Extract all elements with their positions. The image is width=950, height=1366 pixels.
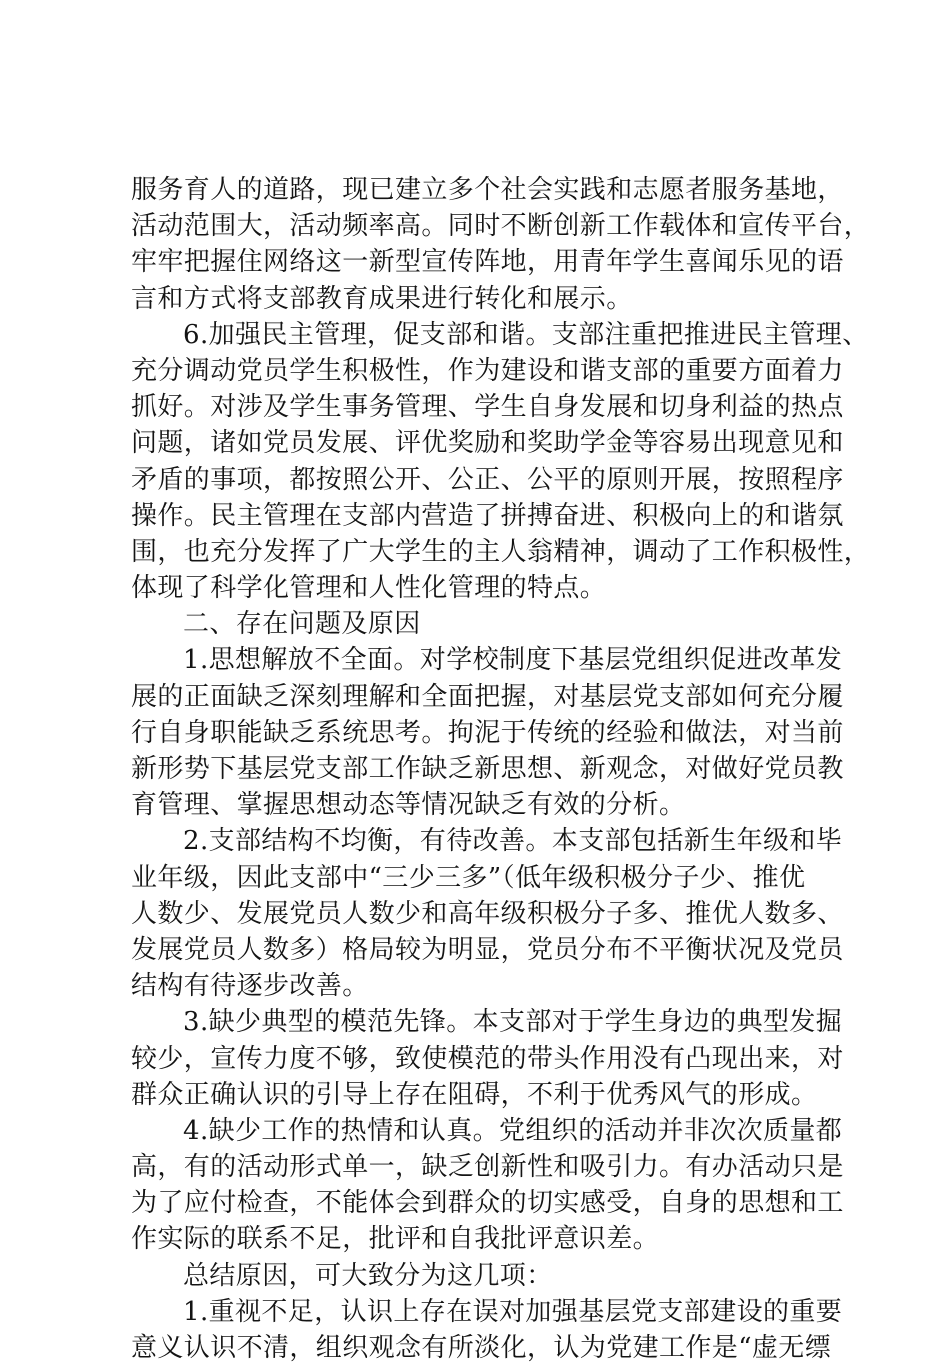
text-line: 服务育人的道路，现已建立多个社会实践和志愿者服务基地， [131, 175, 844, 205]
text-line: 群众正确认识的引导上存在阻碍，不利于优秀风气的形成。 [131, 1079, 818, 1110]
text-line: 体现了科学化管理和人性化管理的特点。 [131, 573, 607, 604]
paragraph-first-line: 6.加强民主管理，促支部和谐。支部注重把推进民主管理、 [183, 319, 869, 350]
paragraph-first-line: 二、存在问题及原因 [183, 609, 421, 640]
paragraph-first-line: 总结原因，可大致分为这几项： [183, 1260, 553, 1291]
paragraph-first-line: 1.思想解放不全面。对学校制度下基层党组织促进改革发 [183, 645, 843, 676]
text-line: 业年级，因此支部中“三少三多”（低年级积极分子少、推优 [131, 862, 806, 893]
text-line: 作实际的联系不足，批评和自我批评意识差。 [131, 1224, 660, 1255]
text-line: 牢牢把握住网络这一新型宣传阵地，用青年学生喜闻乐见的语 [131, 247, 844, 278]
text-line: 言和方式将支部教育成果进行转化和展示。 [131, 283, 633, 314]
text-line: 较少，宣传力度不够，致使模范的带头作用没有凸现出来，对 [131, 1043, 844, 1074]
text-line: 人数少、发展党员人数少和高年级积极分子多、推优人数多、 [131, 898, 844, 929]
text-line: 抓好。对涉及学生事务管理、学生自身发展和切身利益的热点 [131, 392, 844, 423]
text-line: 围，也充分发挥了广大学生的主人翁精神，调动了工作积极性， [131, 536, 871, 567]
text-line: 育管理、掌握思想动态等情况缺乏有效的分析。 [131, 790, 686, 821]
text-line: 行自身职能缺乏系统思考。拘泥于传统的经验和做法，对当前 [131, 717, 844, 748]
text-line: 操作。民主管理在支部内营造了拼搏奋进、积极向上的和谐氛 [131, 500, 844, 531]
text-line: 活动范围大，活动频率高。同时不断创新工作载体和宣传平台， [131, 211, 871, 242]
text-line: 结构有待逐步改善。 [131, 971, 369, 1002]
paragraph-first-line: 2.支部结构不均衡，有待改善。本支部包括新生年级和毕 [183, 826, 843, 857]
text-line: 展的正面缺乏深刻理解和全面把握，对基层党支部如何充分履 [131, 681, 844, 712]
text-line: 意义认识不清，组织观念有所淡化，认为党建工作是“虚无缥 [131, 1333, 832, 1363]
text-line: 问题，诸如党员发展、评优奖励和奖助学金等容易出现意见和 [131, 428, 844, 459]
text-line: 新形势下基层党支部工作缺乏新思想、新观念，对做好党员教 [131, 754, 844, 784]
text-line: 发展党员人数多）格局较为明显，党员分布不平衡状况及党员 [131, 934, 844, 965]
text-line: 充分调动党员学生积极性，作为建设和谐支部的重要方面着力 [131, 355, 844, 386]
paragraph-first-line: 3.缺少典型的模范先锋。本支部对于学生身边的典型发掘 [183, 1007, 843, 1038]
paragraph-first-line: 4.缺少工作的热情和认真。党组织的活动并非次次质量都 [183, 1115, 843, 1146]
document-body [131, 172, 871, 1366]
text-line: 为了应付检查，不能体会到群众的切实感受，自身的思想和工 [131, 1188, 844, 1219]
text-line: 高，有的活动形式单一，缺乏创新性和吸引力。有办活动只是 [131, 1152, 844, 1183]
paragraph-first-line: 1.重视不足，认识上存在误对加强基层党支部建设的重要 [183, 1296, 843, 1327]
text-line: 矛盾的事项，都按照公开、公正、公平的原则开展，按照程序 [131, 464, 844, 495]
